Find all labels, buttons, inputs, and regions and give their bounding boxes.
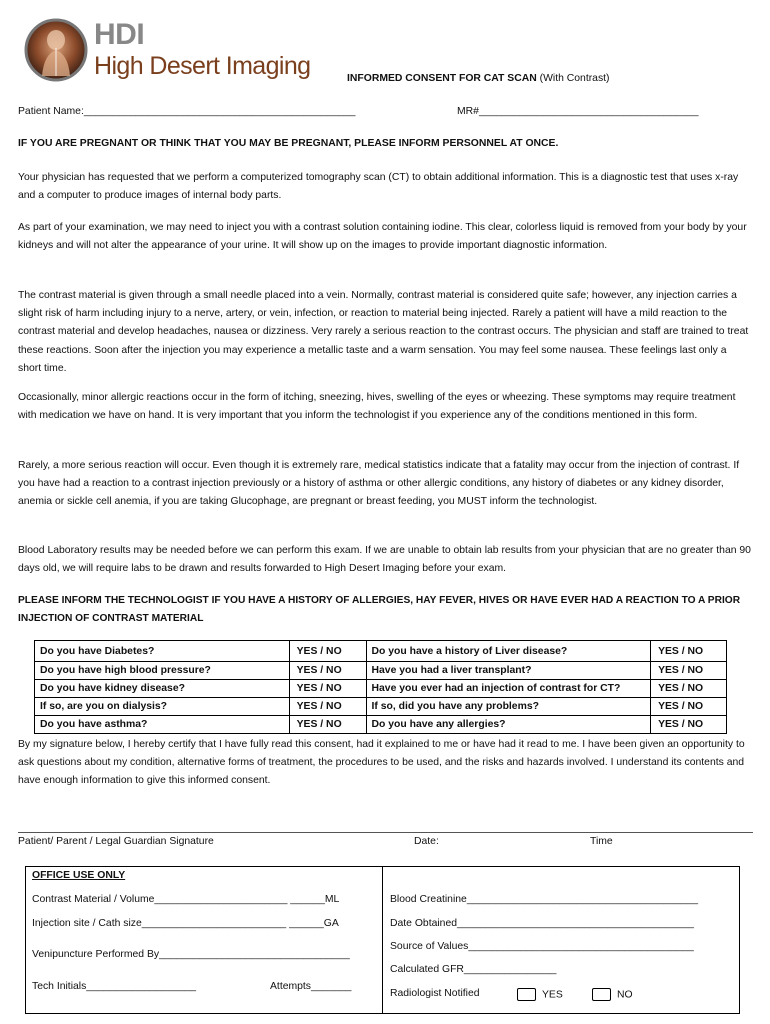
date-obtained-field[interactable]: Date Obtained_________________________________________ [390, 918, 694, 929]
certification-statement: By my signature below, I hereby certify that I have fully read this consent, had it explained to me or have had it read to me. I have been given an opportunity to ask questions about my condition, alternative forms of treatment, the procedures to be used, and the risks and hazards involved. I understand its contents and have enough information to give this informed consent. [18, 739, 745, 787]
source-of-values-field[interactable]: Source of Values_______________________________________ [390, 941, 694, 952]
question-label: Do you have kidney disease? [35, 680, 290, 698]
paragraph-allergic-reactions: Occasionally, minor allergic reactions occur in the form of itching, sneezing, hives, swelling of the eyes or wheezing. These symptoms may require treatment with medication we have on hand. It is very important that you inform the technologist if you experience any of the conditions mentioned in this form. [18, 392, 736, 422]
table-row [35, 716, 727, 734]
paragraph-contrast-injection: As part of your examination, we may need to inject you with a contrast solution containing iodine. This clear, colorless liquid is removed from your body by your kidneys and will not alter the appearance of your urine. It will show up on the images to provide important diagnostic information. [18, 222, 747, 252]
form-title-main: INFORMED CONSENT FOR CAT SCAN [347, 73, 537, 84]
medical-history-table [34, 640, 727, 734]
office-box-divider [382, 867, 383, 1013]
question-label: If so, did you have any problems? [366, 698, 651, 716]
yes-no-answer[interactable]: YES / NO [651, 680, 727, 698]
yes-no-answer[interactable]: YES / NO [289, 680, 366, 698]
time-label: Time [590, 836, 613, 847]
yes-no-answer[interactable]: YES / NO [289, 698, 366, 716]
paragraph-contrast-risks: The contrast material is given through a small needle placed into a vein. Normally, contrast material is considered quite safe; however, any injection carries a slight risk of harm including injury to a nerve, artery, or vein, infection, or reaction to material being injected. Rarely a patient will have a mild reaction to the contrast material and develop headaches, nausea or dizziness. Very rarely a serious reaction to the contrast occurs. The physician and staff are trained to treat these reactions. Soon after the injection you may experience a metallic taste and a warm sensation. You may feel some nausea. These feelings last only a short time. [18, 290, 749, 374]
yes-label: YES [542, 989, 563, 1001]
blood-creatinine-field[interactable]: Blood Creatinine________________________________________ [390, 894, 698, 905]
question-label: Have you ever had an injection of contrast for CT? [366, 680, 651, 698]
table-row [35, 698, 727, 716]
yes-no-answer[interactable]: YES / NO [651, 641, 727, 662]
allergy-notice: PLEASE INFORM THE TECHNOLOGIST IF YOU HAVE A HISTORY OF ALLERGIES, HAY FEVER, HIVES OR HAVE EVER HAD A REACTION TO A PRIOR INJECTION OF CONTRAST MATERIAL [18, 595, 741, 625]
mr-number-field[interactable]: MR#______________________________________ [457, 106, 699, 117]
table-row [35, 641, 727, 662]
paragraph-ct-intro: Your physician has requested that we perform a computerized tomography scan (CT) to obtain additional information. This is a diagnostic test that uses x-ray and a computer to produce images of internal body parts. [18, 172, 739, 202]
question-label: Do you have a history of Liver disease? [366, 641, 651, 662]
patient-name-field[interactable]: Patient Name:_______________________________________________ [18, 106, 356, 117]
radiologist-yes-option[interactable] [517, 988, 563, 1001]
contrast-volume-field[interactable]: Contrast Material / Volume_______________________ ______ML [32, 894, 340, 905]
signature-line[interactable] [18, 832, 753, 833]
question-label: Do you have any allergies? [366, 716, 651, 734]
tech-initials-field[interactable]: Tech Initials___________________ [32, 981, 197, 992]
attempts-field[interactable]: Attempts_______ [270, 981, 352, 992]
hdi-logo [24, 16, 314, 84]
question-label: Do you have Diabetes? [35, 641, 290, 662]
no-label: NO [617, 989, 633, 1001]
no-checkbox-icon[interactable] [592, 988, 611, 1001]
injection-site-field[interactable]: Injection site / Cath size_________________________ ______GA [32, 918, 339, 929]
paragraph-serious-reactions: Rarely, a more serious reaction will occur. Even though it is extremely rare, medical statistics indicate that a fatality may occur from the injection of contrast. If you have had a reaction to a contrast injection previously or a history of asthma or other allergic conditions, any history of diabetes or any kidney disorder, anemia or sickle cell anemia, if you are taking Glucophage, are pregnant or breast feeding, you MUST inform the technologist. [18, 460, 740, 508]
signature-label: Patient/ Parent / Legal Guardian Signature [18, 836, 214, 847]
yes-no-answer[interactable]: YES / NO [651, 698, 727, 716]
venipuncture-field[interactable]: Venipuncture Performed By_________________________________ [32, 949, 350, 960]
yes-no-answer[interactable]: YES / NO [651, 662, 727, 680]
form-title [347, 73, 609, 84]
office-use-box [25, 866, 740, 1014]
yes-no-answer[interactable]: YES / NO [289, 662, 366, 680]
radiologist-notified-label: Radiologist Notified [390, 988, 480, 999]
question-label: Do you have asthma? [35, 716, 290, 734]
logo-company-name: High Desert Imaging [94, 52, 311, 80]
yes-no-answer[interactable]: YES / NO [289, 641, 366, 662]
question-label: Do you have high blood pressure? [35, 662, 290, 680]
form-title-sub: (With Contrast) [539, 73, 610, 84]
table-row [35, 680, 727, 698]
pregnancy-warning: IF YOU ARE PREGNANT OR THINK THAT YOU MAY BE PREGNANT, PLEASE INFORM PERSONNEL AT ONCE. [18, 138, 559, 149]
calculated-gfr-field[interactable]: Calculated GFR________________ [390, 964, 557, 975]
yes-no-answer[interactable]: YES / NO [289, 716, 366, 734]
question-label: Have you had a liver transplant? [366, 662, 651, 680]
logo-abbreviation: HDI [94, 18, 145, 51]
table-row [35, 662, 727, 680]
office-use-heading: OFFICE USE ONLY [32, 870, 126, 881]
logo-emblem-icon [24, 18, 88, 82]
date-label: Date: [414, 836, 439, 847]
paragraph-blood-labs: Blood Laboratory results may be needed before we can perform this exam. If we are unable to obtain lab results from your physician that are no greater than 90 days old, we will require labs to be drawn and results forwarded to High Desert Imaging before your exam. [18, 545, 751, 575]
yes-checkbox-icon[interactable] [517, 988, 536, 1001]
question-label: If so, are you on dialysis? [35, 698, 290, 716]
yes-no-answer[interactable]: YES / NO [651, 716, 727, 734]
radiologist-no-option[interactable] [592, 988, 633, 1001]
